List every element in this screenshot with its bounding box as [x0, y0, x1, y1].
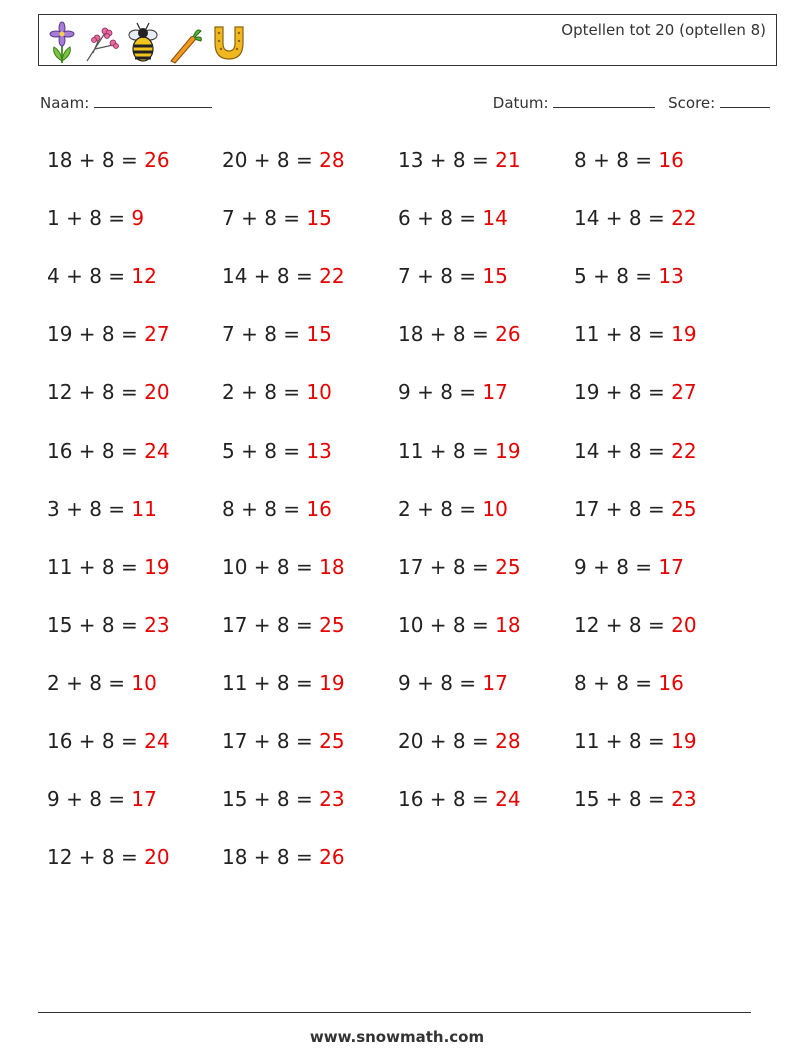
- problem-answer: 18: [319, 554, 345, 579]
- problem-question: 14 + 8 =: [222, 264, 320, 289]
- problem-answer: 23: [319, 787, 345, 812]
- problem-answer: 16: [306, 496, 332, 521]
- problem-answer: 15: [306, 322, 332, 347]
- problem-question: 20 + 8 =: [398, 729, 496, 753]
- problem-question: 18 + 8 =: [47, 148, 145, 172]
- problem-item: [47, 613, 170, 637]
- problem-item: [398, 497, 508, 521]
- problem-item: [222, 206, 332, 230]
- problem-question: 13 + 8 =: [398, 148, 496, 172]
- problem-item: [47, 671, 157, 695]
- problem-question: 18 + 8 =: [398, 322, 496, 347]
- footer-divider: [38, 1012, 751, 1013]
- problem-item: [574, 439, 697, 463]
- problem-answer: 20: [144, 380, 170, 405]
- problem-answer: 14: [482, 206, 508, 231]
- problem-answer: 10: [306, 380, 332, 405]
- problem-item: [47, 845, 170, 869]
- problem-answer: 19: [671, 322, 697, 347]
- problem-item: [222, 671, 345, 695]
- problem-answer: 11: [131, 496, 157, 521]
- problem-question: 9 + 8 =: [398, 670, 483, 695]
- problem-answer: 24: [495, 787, 521, 812]
- problem-question: 11 + 8 =: [222, 670, 320, 695]
- problem-item: [47, 206, 144, 230]
- date-label: Datum:: [492, 94, 549, 112]
- problem-item: [222, 729, 345, 753]
- problem-item: [574, 264, 684, 288]
- problem-question: 17 + 8 =: [574, 496, 672, 521]
- problem-answer: 9: [131, 206, 145, 231]
- problem-answer: 25: [495, 554, 521, 579]
- problem-item: [222, 845, 345, 869]
- problem-question: 9 + 8 =: [47, 787, 132, 812]
- problem-answer: 26: [144, 148, 170, 172]
- problem-item: [398, 148, 521, 172]
- date-score-fields: [493, 93, 770, 112]
- problem-answer: 28: [319, 148, 345, 172]
- problem-question: 10 + 8 =: [222, 554, 320, 579]
- problem-question: 12 + 8 =: [47, 845, 145, 870]
- problem-item: [47, 555, 170, 579]
- problem-answer: 20: [144, 845, 170, 870]
- problem-item: [574, 787, 697, 811]
- problem-item: [222, 497, 332, 521]
- problem-question: 11 + 8 =: [47, 554, 145, 579]
- problem-item: [574, 613, 697, 637]
- problem-answer: 17: [482, 380, 508, 405]
- flowers-icon: [83, 21, 119, 65]
- problem-answer: 15: [482, 264, 508, 289]
- problem-answer: 20: [671, 612, 697, 637]
- problem-item: [398, 206, 508, 230]
- problem-item: [574, 148, 684, 172]
- problem-question: 7 + 8 =: [222, 322, 307, 347]
- name-line: [94, 93, 212, 108]
- problem-question: 15 + 8 =: [574, 787, 672, 812]
- problem-answer: 16: [658, 148, 684, 172]
- problem-answer: 15: [306, 206, 332, 231]
- problem-answer: 13: [658, 264, 684, 289]
- problem-question: 7 + 8 =: [398, 264, 483, 289]
- problem-question: 8 + 8 =: [222, 496, 307, 521]
- problem-question: 14 + 8 =: [574, 438, 672, 463]
- problem-question: 8 + 8 =: [574, 670, 659, 695]
- problem-question: 16 + 8 =: [47, 729, 145, 753]
- problem-question: 20 + 8 =: [222, 148, 320, 172]
- problem-item: [222, 322, 332, 346]
- name-label: Naam:: [40, 94, 90, 112]
- problem-item: [47, 264, 157, 288]
- problem-answer: 22: [671, 438, 697, 463]
- problem-item: [398, 439, 521, 463]
- problem-item: [47, 729, 170, 753]
- problem-item: [574, 497, 697, 521]
- problem-item: [398, 787, 521, 811]
- problem-item: [222, 264, 345, 288]
- problem-item: [47, 148, 170, 172]
- problem-item: [47, 322, 170, 346]
- problem-item: [222, 380, 332, 404]
- problem-question: 17 + 8 =: [398, 554, 496, 579]
- problem-answer: 17: [658, 554, 684, 579]
- problem-question: 10 + 8 =: [398, 612, 496, 637]
- problem-answer: 16: [658, 670, 684, 695]
- problem-question: 2 + 8 =: [398, 496, 483, 521]
- problem-item: [47, 787, 157, 811]
- problem-item: [222, 555, 345, 579]
- problem-item: [398, 555, 521, 579]
- problem-answer: 27: [144, 322, 170, 347]
- problem-question: 17 + 8 =: [222, 729, 320, 753]
- problem-question: 8 + 8 =: [574, 148, 659, 172]
- problem-answer: 23: [144, 612, 170, 637]
- problem-item: [222, 148, 345, 172]
- problem-question: 9 + 8 =: [574, 554, 659, 579]
- problem-answer: 28: [495, 729, 521, 753]
- problem-item: [398, 264, 508, 288]
- problem-item: [398, 729, 521, 753]
- name-field: [40, 93, 212, 112]
- problem-answer: 27: [671, 380, 697, 405]
- problem-question: 9 + 8 =: [398, 380, 483, 405]
- problem-answer: 24: [144, 438, 170, 463]
- problem-answer: 17: [482, 670, 508, 695]
- problem-answer: 25: [319, 729, 345, 753]
- problem-question: 15 + 8 =: [47, 612, 145, 637]
- problem-item: [398, 613, 521, 637]
- problem-item: [47, 439, 170, 463]
- problem-answer: 26: [495, 322, 521, 347]
- problem-question: 7 + 8 =: [222, 206, 307, 231]
- footer-url: www.snowmath.com: [309, 1028, 485, 1046]
- problem-answer: 19: [671, 729, 697, 753]
- problem-item: [398, 380, 508, 404]
- score-line: [720, 93, 770, 108]
- problem-question: 19 + 8 =: [47, 322, 145, 347]
- flower-icon: [47, 21, 77, 65]
- problem-answer: 19: [319, 670, 345, 695]
- problem-answer: 23: [671, 787, 697, 812]
- problem-answer: 10: [131, 670, 157, 695]
- problem-item: [398, 671, 508, 695]
- problem-answer: 17: [131, 787, 157, 812]
- problem-answer: 18: [495, 612, 521, 637]
- problem-item: [222, 787, 345, 811]
- bee-icon: [125, 21, 161, 65]
- problem-answer: 19: [144, 554, 170, 579]
- problem-answer: 21: [495, 148, 521, 172]
- problem-question: 16 + 8 =: [398, 787, 496, 812]
- score-label: Score:: [668, 94, 716, 112]
- problem-question: 18 + 8 =: [222, 845, 320, 870]
- problem-answer: 10: [482, 496, 508, 521]
- problem-question: 19 + 8 =: [574, 380, 672, 405]
- problem-question: 14 + 8 =: [574, 206, 672, 231]
- worksheet-title: Optellen tot 20 (optellen 8): [561, 21, 766, 39]
- problem-answer: 12: [131, 264, 157, 289]
- problem-question: 16 + 8 =: [47, 438, 145, 463]
- problem-question: 2 + 8 =: [47, 670, 132, 695]
- problem-item: [47, 380, 170, 404]
- problem-question: 5 + 8 =: [574, 264, 659, 289]
- problem-question: 11 + 8 =: [574, 729, 672, 753]
- carrot-icon: [167, 21, 203, 65]
- problem-answer: 26: [319, 845, 345, 870]
- problem-item: [574, 206, 697, 230]
- problem-question: 5 + 8 =: [222, 438, 307, 463]
- problem-question: 4 + 8 =: [47, 264, 132, 289]
- problem-question: 1 + 8 =: [47, 206, 132, 231]
- problem-question: 17 + 8 =: [222, 612, 320, 637]
- worksheet-header: [38, 14, 777, 66]
- problem-item: [47, 497, 157, 521]
- problem-item: [574, 380, 697, 404]
- problem-item: [574, 322, 697, 346]
- problem-question: 12 + 8 =: [574, 612, 672, 637]
- problem-answer: 25: [319, 612, 345, 637]
- problem-question: 3 + 8 =: [47, 496, 132, 521]
- problem-answer: 24: [144, 729, 170, 753]
- problem-item: [574, 729, 697, 753]
- problem-answer: 13: [306, 438, 332, 463]
- problem-question: 12 + 8 =: [47, 380, 145, 405]
- problem-item: [222, 613, 345, 637]
- problem-answer: 25: [671, 496, 697, 521]
- problem-answer: 22: [671, 206, 697, 231]
- problem-item: [574, 555, 684, 579]
- problem-question: 11 + 8 =: [398, 438, 496, 463]
- problem-item: [398, 322, 521, 346]
- problem-answer: 19: [495, 438, 521, 463]
- problem-answer: 22: [319, 264, 345, 289]
- problem-item: [574, 671, 684, 695]
- icon-strip: [47, 21, 249, 65]
- problem-question: 11 + 8 =: [574, 322, 672, 347]
- date-line: [553, 93, 655, 108]
- problem-question: 15 + 8 =: [222, 787, 320, 812]
- problem-question: 6 + 8 =: [398, 206, 483, 231]
- horseshoe-icon: [209, 21, 249, 65]
- problem-item: [222, 439, 332, 463]
- problem-question: 2 + 8 =: [222, 380, 307, 405]
